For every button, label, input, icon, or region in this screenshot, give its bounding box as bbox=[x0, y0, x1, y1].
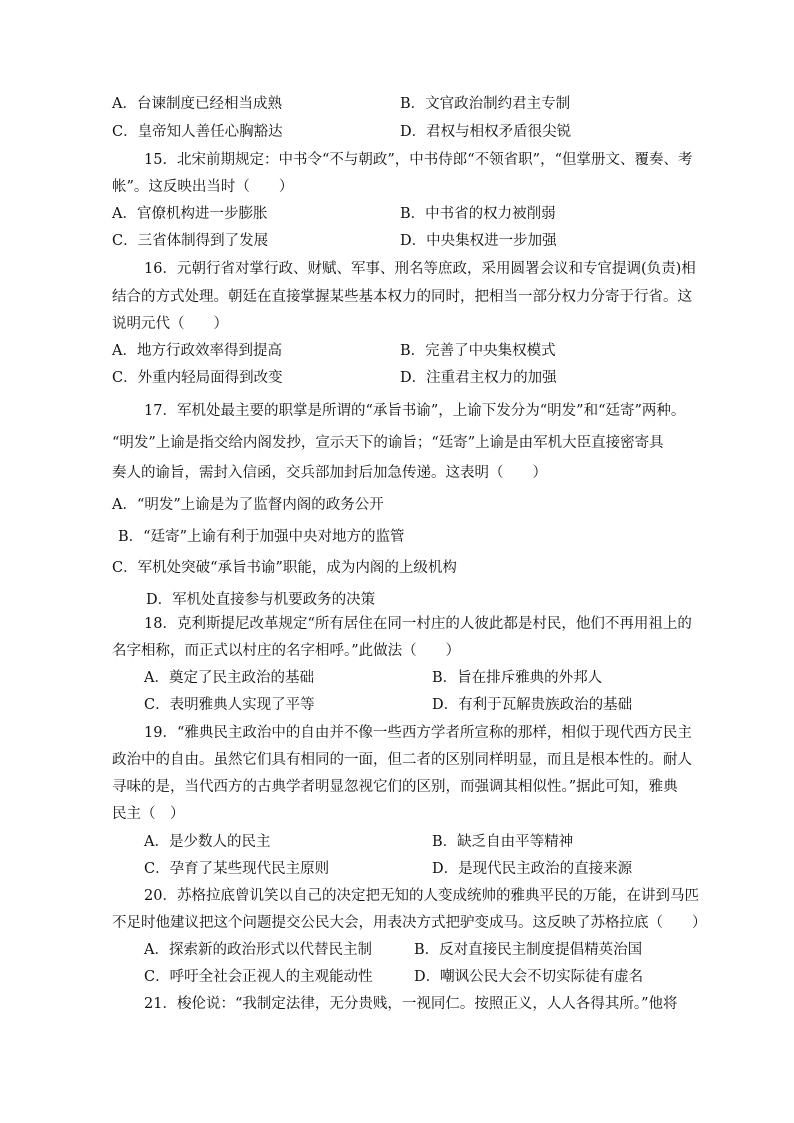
q18-option-c: C．表明雅典人实现了平等 bbox=[144, 697, 315, 713]
q17-stem-line-1: 17．军机处最主要的职掌是所谓的“承旨书谕”，上谕下发分为“明发”和“廷寄”两种。 bbox=[144, 403, 686, 419]
q20-stem-line-2: 不足时他建议把这个问题提交公民大会，用表决方式把驴变成马。这反映了苏格拉底（ ） bbox=[112, 915, 707, 931]
q16-stem-line-3: 说明元代（ ） bbox=[112, 316, 228, 332]
q15-option-c: C．三省体制得到了发展 bbox=[112, 233, 269, 249]
q20-option-b: B．反对直接民主制度提倡精英治国 bbox=[414, 942, 643, 958]
q14-option-b: B．文官政治制约君主专制 bbox=[400, 96, 571, 112]
q15-option-b: B．中书省的权力被削弱 bbox=[400, 206, 556, 222]
q18-option-d: D．有利于瓦解贵族政治的基础 bbox=[432, 697, 633, 713]
q19-option-c: C．孕育了某些现代民主原则 bbox=[144, 861, 330, 877]
q17-stem-line-3: 奏人的谕旨，需封入信函，交兵部加封后加急传递。这表明（ ） bbox=[112, 465, 547, 481]
q18-option-a: A．奠定了民主政治的基础 bbox=[144, 670, 314, 686]
q14-option-a: A．台谏制度已经相当成熟 bbox=[112, 96, 282, 112]
q21-stem-line-1: 21．梭伦说：“我制定法律，无分贵贱，一视同仁。按照正义，人人各得其所。”他将 bbox=[144, 996, 678, 1012]
q17-stem-line-2: “明发”上谕是指交给内阁发抄，宣示天下的谕旨；“廷寄”上谕是由军机大臣直接密寄具 bbox=[112, 435, 664, 451]
q14-option-d: D．君权与相权矛盾很尖锐 bbox=[400, 124, 572, 140]
q14-option-c: C．皇帝知人善任心胸豁达 bbox=[112, 124, 283, 140]
q15-stem-line-1: 15．北宋前期规定：中书令“不与朝政”，中书侍郎“不领省职”，“但掌册文、覆奏、考 bbox=[144, 152, 693, 168]
q17-option-b: B．“廷寄”上谕有利于加强中央对地方的监管 bbox=[118, 529, 405, 545]
q15-option-a: A．官僚机构进一步膨胀 bbox=[112, 206, 268, 222]
q18-stem-line-1: 18．克利斯提尼改革规定“所有居住在同一村庄的人彼此都是村民，他们不再用祖上的 bbox=[144, 616, 692, 632]
q18-stem-line-2: 名字相称，而正式以村庄的名字相呼。”此做法（ ） bbox=[112, 643, 461, 659]
q16-option-b: B．完善了中央集权模式 bbox=[400, 343, 556, 359]
q16-option-a: A．地方行政效率得到提高 bbox=[112, 343, 282, 359]
q19-stem-line-2: 政治中的自由。虽然它们具有相同的一面，但二者的区别同样明显，而且是根本性的。耐人 bbox=[112, 752, 692, 768]
q19-option-a: A．是少数人的民主 bbox=[144, 834, 271, 850]
q19-stem-line-1: 19．“雅典民主政治中的自由并不像一些西方学者所宣称的那样，相似于现代西方民主 bbox=[144, 725, 692, 741]
q19-stem-line-4: 民主（ ） bbox=[112, 806, 185, 822]
q15-stem-line-2: 帐”。这反映出当时（ ） bbox=[112, 179, 294, 195]
q16-option-d: D．注重君主权力的加强 bbox=[400, 370, 557, 386]
q19-option-d: D．是现代民主政治的直接来源 bbox=[432, 861, 633, 877]
q17-option-c: C．军机处突破“承旨书谕”职能，成为内阁的上级机构 bbox=[112, 560, 457, 576]
q17-option-a: A．“明发”上谕是为了监督内阁的政务公开 bbox=[112, 497, 384, 513]
q20-stem-line-1: 20．苏格拉底曾讥笑以自己的决定把无知的人变成统帅的雅典平民的万能，在讲到马匹 bbox=[144, 888, 699, 904]
q20-option-d: D．嘲讽公民大会不切实际徒有虚名 bbox=[414, 969, 644, 985]
q17-option-d: D．军机处直接参与机要政务的决策 bbox=[146, 592, 376, 608]
q16-stem-line-2: 结合的方式处理。朝廷在直接掌握某些基本权力的同时，把相当一部分权力分寄于行省。这 bbox=[112, 289, 692, 305]
q16-option-c: C．外重内轻局面得到改变 bbox=[112, 370, 283, 386]
q20-option-a: A．探索新的政治形式以代替民主制 bbox=[144, 942, 372, 958]
q15-option-d: D．中央集权进一步加强 bbox=[400, 233, 557, 249]
q20-option-c: C．呼吁全社会正视人的主观能动性 bbox=[144, 969, 373, 985]
q18-option-b: B．旨在排斥雅典的外邦人 bbox=[432, 670, 603, 686]
q19-stem-line-3: 寻味的是，当代西方的古典学者明显忽视它们的区别，而强调其相似性。”据此可知，雅典 bbox=[112, 779, 678, 795]
q19-option-b: B．缺乏自由平等精神 bbox=[432, 834, 574, 850]
q16-stem-line-1: 16．元朝行省对掌行政、财赋、军事、刑名等庶政，采用圆署会议和专官提调(负责)相 bbox=[144, 261, 696, 277]
